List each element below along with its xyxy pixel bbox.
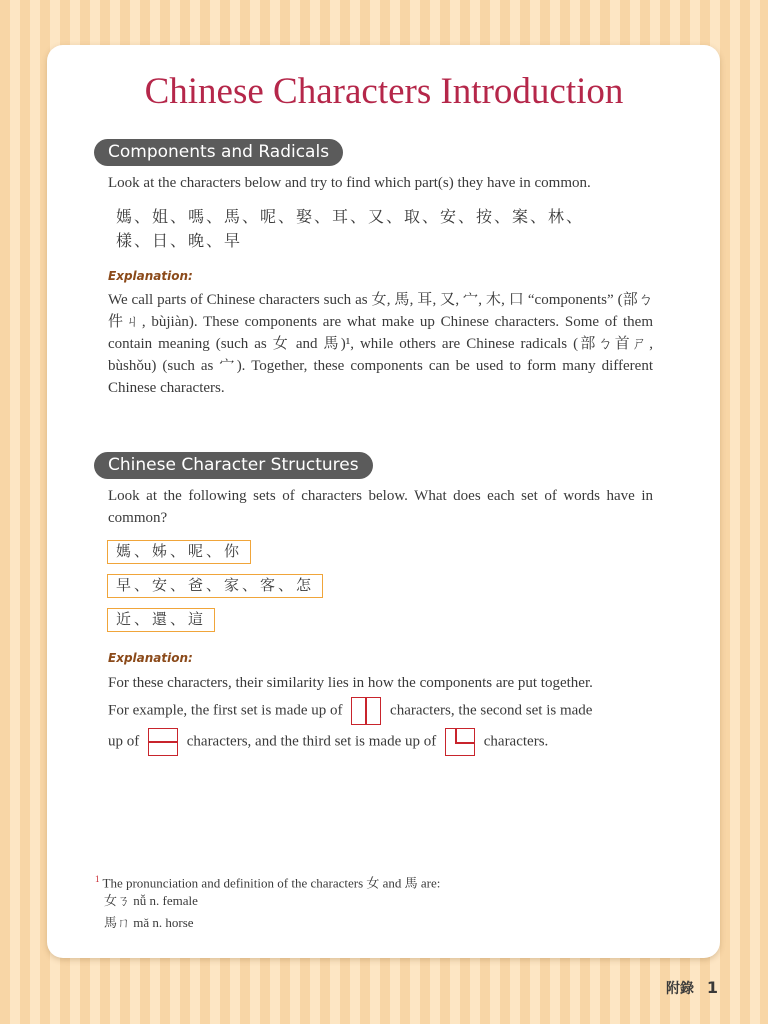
footnote-text: The pronunciation and definition of the characters 女 and 馬 are: [102, 875, 441, 891]
character-set-3: 近、還、這 [107, 608, 215, 632]
section2-explanation-line1: For these characters, their similarity lies in how the components are put together. [108, 675, 593, 691]
section2-explanation-line3 [108, 728, 548, 756]
line3-text-b: characters, and the third set is made up of [186, 733, 437, 750]
line3-text-a: up of [108, 733, 140, 750]
character-set-1: 媽、姊、呢、你 [107, 540, 251, 564]
section1-prompt: Look at the characters below and try to find which part(s) they have in common. [108, 175, 591, 191]
enclosure-structure-icon [445, 728, 475, 756]
line2-text-b: characters, the second set is made [390, 702, 593, 719]
page-number-value: 1 [706, 978, 718, 997]
page-number [666, 978, 718, 998]
footnote-marker: 1 [95, 874, 100, 884]
section1-explanation: We call parts of Chinese characters such as 女, 馬, 耳, 又, 宀, 木, 口 “components” (部ㄅ件ㄐ, bùjiàn). These components are what make up Chinese characters. Some of them contain meaning (such as 女 and 馬)¹, while others are Chinese radicals (部ㄅ首ㄕ, bùshǒu) (such as 宀). Together, these components can be used to form many different Chinese characters. [108, 292, 653, 396]
left-right-structure-icon [351, 697, 381, 725]
top-bottom-structure-icon [148, 728, 178, 756]
line3-text-c: characters. [483, 733, 549, 750]
footnote-entry-2: 馬ㄇ mǎ n. horse [104, 915, 194, 930]
section-heading-structures: Chinese Character Structures [94, 452, 373, 479]
section1-explanation-label: Explanation: [108, 269, 193, 283]
line2-text-a: For example, the first set is made up of [108, 702, 343, 719]
section2-prompt: Look at the following sets of characters below. What does each set of words have in common? [108, 488, 653, 526]
section2-explanation-label: Explanation: [108, 651, 193, 665]
section1-chars-line2: 樣、日、晚、早 [116, 231, 243, 250]
page-label: 附錄 [665, 981, 694, 997]
section2-explanation-line2 [108, 697, 592, 725]
character-set-2: 早、安、爸、家、客、怎 [107, 574, 323, 598]
section-heading-components: Components and Radicals [94, 139, 343, 166]
footnote-entry-1: 女ㄋ nǚ n. female [104, 893, 198, 908]
section1-chars-line1: 媽、姐、嗎、馬、呢、娶、耳、又、取、安、按、案、林、 [116, 207, 585, 226]
page-title: Chinese Characters Introduction [144, 71, 624, 112]
